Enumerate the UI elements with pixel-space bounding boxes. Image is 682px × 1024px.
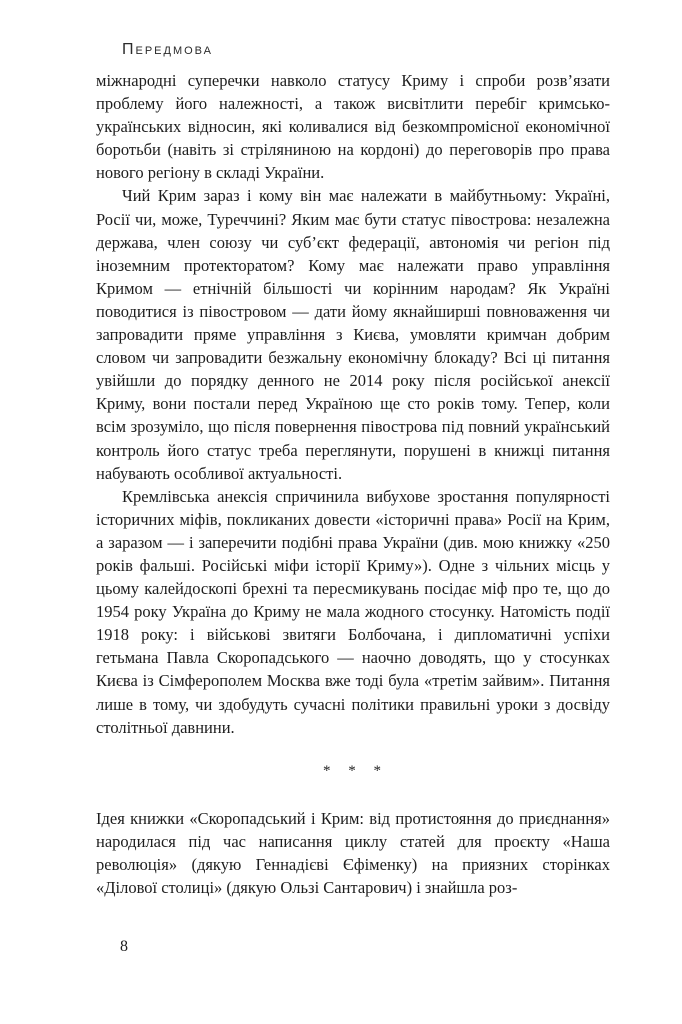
body-text xyxy=(96,69,610,899)
page-number: 8 xyxy=(120,938,128,955)
paragraph: Ідея книжки «Скоропадський і Крим: від протистояння до приєднання» народилася під час написання циклу статей для проєкту «Наша революція» (дякую Геннадієві Єфіменку) на приязних сторінках «Ділової столиці» (дякую Ользі Сантарович) і знайшла роз- xyxy=(96,808,610,898)
paragraph: міжнародні суперечки навколо статусу Криму і спроби розв’язати проблему його належності, а також висвітлити перебіг кримсько-українських відносин, які коливалися від безкомпромісної економічної боротьби (навіть зі стріляниною на кордоні) до переговорів про права нового регіону в складі України. xyxy=(96,71,610,183)
paragraph: Чий Крим зараз і кому він має належати в майбутньому: Україні, Росії чи, може, Туреччині? Яким має бути статус півострова: незалежна держава, член союзу чи суб’єкт федерації, автономія чи регіон під іноземним протекторатом? Кому має належати право управління Кримом — етнічній більшості чи корінним народам? Як Україні поводитися із півостровом — дати йому якнайширші повноваження чи запровадити пряме управління з Києва, умовляти кримчан добрим словом чи запровадити безжальну економічну блокаду? Всі ці питання увійшли до порядку денного не 2014 року після російської анексії Криму, вони постали перед Україною ще сто років тому. Тепер, коли всім зрозуміло, що після повернення півострова під повний український контроль його статус треба переглянути, порушені в книжці питання набувають особливої актуальності. xyxy=(96,186,610,483)
paragraph: Кремлівська анексія спричинила вибухове зростання популярності історичних міфів, покликаних довести «історичні права» Росії на Крим, а заразом — і заперечити подібні права України (див. мою книжку «250 років фальші. Російські міфи історії Криму»). Одне з чільних місць у цьому калейдоскопі брехні та пересмикувань посідає міф про те, що до 1954 року Україна до Криму не мала жодного стосунку. Натомість події 1918 року: і військові звитяги Болбочана, і дипломатичні успіхи гетьмана Павла Скоропадського — наочно доводять, що у стосунках Києва із Сімферополем Москва вже тоді була «третім зайвим». Питання лише в тому, чи здобудуть сучасні політики правильні уроки з досвіду столітньої давнини. xyxy=(96,486,610,737)
running-header: Передмова xyxy=(122,41,213,58)
section-break: * * * xyxy=(323,762,383,779)
